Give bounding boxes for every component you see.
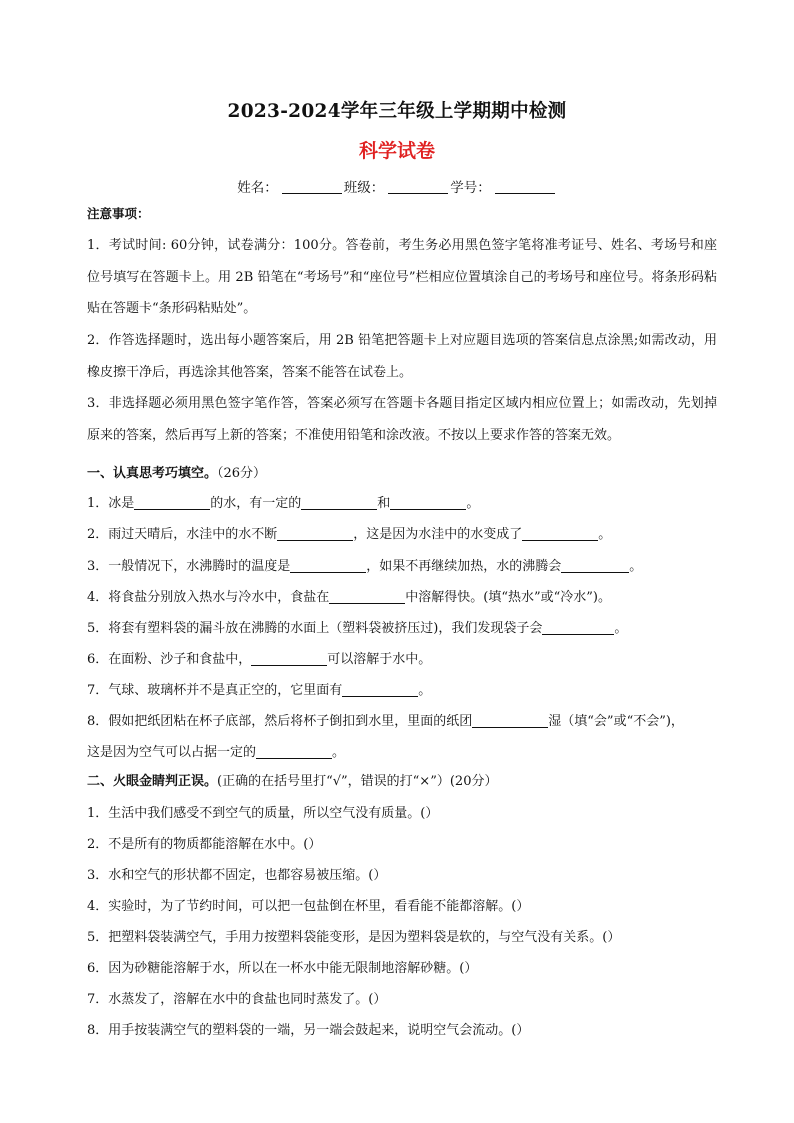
q7-text-a: 7．气球、玻璃杯并不是真正空的，它里面有 xyxy=(87,683,343,698)
q6-text-a: 6．在面粉、沙子和食盐中， xyxy=(87,652,252,667)
q3-text-c: 。 xyxy=(629,559,643,574)
q5-text-a: 5．将套有塑料袋的漏斗放在沸腾的水面上（塑料袋被挤压过)，我们发现袋子会 xyxy=(87,621,543,636)
q2-text-c: 。 xyxy=(598,527,612,542)
notes-heading: 注意事项： xyxy=(87,206,150,221)
judge-item-7: 7．水蒸发了，溶解在水中的食盐也同时蒸发了。(） xyxy=(87,992,387,1007)
judge-item-1: 1．生活中我们感受不到空气的质量，所以空气没有质量。(） xyxy=(87,806,439,821)
q1-text-d: 。 xyxy=(466,496,480,511)
class-field[interactable] xyxy=(388,179,448,194)
q1-text-a: 1．冰是 xyxy=(87,496,135,511)
q6-text-b: 可以溶解于水中。 xyxy=(327,652,432,667)
judge-item-3: 3．水和空气的形状都不固定，也都容易被压缩。(） xyxy=(87,868,387,883)
q8-text-b: 湿（填“会”或“不会”)， xyxy=(548,714,684,729)
q6-blank-1[interactable] xyxy=(251,651,327,666)
q5-blank-1[interactable] xyxy=(542,620,614,635)
q3-text-b: ，如果不再继续加热，水的沸腾会 xyxy=(366,559,562,574)
section-2-heading xyxy=(87,770,497,789)
name-label: 姓名： xyxy=(237,180,278,196)
q8-text-d: 。 xyxy=(332,745,346,760)
page-title: 2023-2024学年三年级上学期期中检测 xyxy=(227,101,567,122)
page-subtitle: 科学试卷 xyxy=(358,140,435,162)
fill-question-2 xyxy=(87,523,611,542)
q5-text-b: 。 xyxy=(614,621,628,636)
q3-text-a: 3．一般情况下，水沸腾时的温度是 xyxy=(87,559,291,574)
fill-question-5 xyxy=(87,617,627,636)
judge-item-8: 8．用手按装满空气的塑料袋的一端，另一端会鼓起来，说明空气会流动。(） xyxy=(87,1023,530,1038)
q4-blank-1[interactable] xyxy=(329,589,405,604)
q7-blank-1[interactable] xyxy=(342,682,418,697)
name-field[interactable] xyxy=(282,179,342,194)
q8-text-a: 8．假如把纸团粘在杯子底部，然后将杯子倒扣到水里，里面的纸团 xyxy=(87,714,473,729)
q1-blank-1[interactable] xyxy=(134,495,210,510)
id-field[interactable] xyxy=(495,179,555,194)
fill-question-1 xyxy=(87,492,479,511)
q8-blank-1[interactable] xyxy=(472,713,548,728)
q1-text-b: 的水，有一定的 xyxy=(210,496,302,511)
fill-question-8 xyxy=(87,710,684,729)
q2-blank-1[interactable] xyxy=(277,526,353,541)
fill-question-3 xyxy=(87,555,642,574)
section-2-title: 二、火眼金睛判正误。 xyxy=(87,774,218,789)
q3-blank-2[interactable] xyxy=(561,558,629,573)
q2-text-a: 2．雨过天晴后，水洼中的水不断 xyxy=(87,527,278,542)
q2-text-b: ，这是因为水洼中的水变成了 xyxy=(353,527,523,542)
q7-text-b: 。 xyxy=(418,683,432,698)
q2-blank-2[interactable] xyxy=(522,526,598,541)
judge-item-5: 5．把塑料袋装满空气，手用力按塑料袋能变形，是因为塑料袋是软的，与空气没有关系。(） xyxy=(87,930,621,945)
q3-blank-1[interactable] xyxy=(290,558,366,573)
fill-question-4 xyxy=(87,586,611,605)
fill-question-8-cont xyxy=(87,741,345,760)
judge-item-6: 6．因为砂糖能溶解于水，所以在一杯水中能无限制地溶解砂糖。(） xyxy=(87,961,478,976)
fill-question-7 xyxy=(87,679,431,698)
id-label: 学号： xyxy=(450,180,491,196)
section-1-title: 一、认真思考巧填空。 xyxy=(87,466,218,481)
q8-blank-2[interactable] xyxy=(256,744,332,759)
judge-item-2: 2．不是所有的物质都能溶解在水中。(） xyxy=(87,837,322,852)
q1-blank-3[interactable] xyxy=(390,495,466,510)
section-1-score: （26分） xyxy=(217,466,267,481)
note-item-2: 2．作答选择题时，选出每小题答案后，用 2B 铅笔把答题卡上对应题目选项的答案信息点涂黑;如需改动，用橡皮擦干净后，再选涂其他答案，答案不能答在试卷上。 xyxy=(87,333,717,380)
q4-text-a: 4．将食盐分别放入热水与冷水中，食盐在 xyxy=(87,590,330,605)
q1-blank-2[interactable] xyxy=(301,495,377,510)
fill-question-6 xyxy=(87,648,431,667)
section-1-heading xyxy=(87,462,266,481)
student-info-row xyxy=(0,176,794,196)
q4-text-b: 中溶解得快。(填“热水”或“冷水”)。 xyxy=(405,590,612,605)
section-2-instruction: (正确的在括号里打“√”，错误的打“×”）(20分） xyxy=(217,774,498,789)
note-item-1: 1．考试时间: 60分钟，试卷满分：100分。答卷前，考生务必用黑色签字笔将准考证号、姓名、考场号和座位号填写在答题卡上。用 2B 铅笔在“考场号”和“座位号”栏相应位置填涂自己的考场号和座位号。将条形码粘贴在答题卡“条形码粘贴处”。 xyxy=(87,238,717,316)
note-item-3: 3．非选择题必须用黑色签字笔作答，答案必须写在答题卡各题目指定区域内相应位置上；如需改动，先划掉原来的答案，然后再写上新的答案；不准使用铅笔和涂改液。不按以上要求作答的答案无效。 xyxy=(87,396,717,443)
q8-text-c: 这是因为空气可以占据一定的 xyxy=(87,745,257,760)
q1-text-c: 和 xyxy=(377,496,391,511)
class-label: 班级： xyxy=(343,180,385,196)
judge-item-4: 4．实验时，为了节约时间，可以把一包盐倒在杯里，看看能不能都溶解。(） xyxy=(87,899,530,914)
